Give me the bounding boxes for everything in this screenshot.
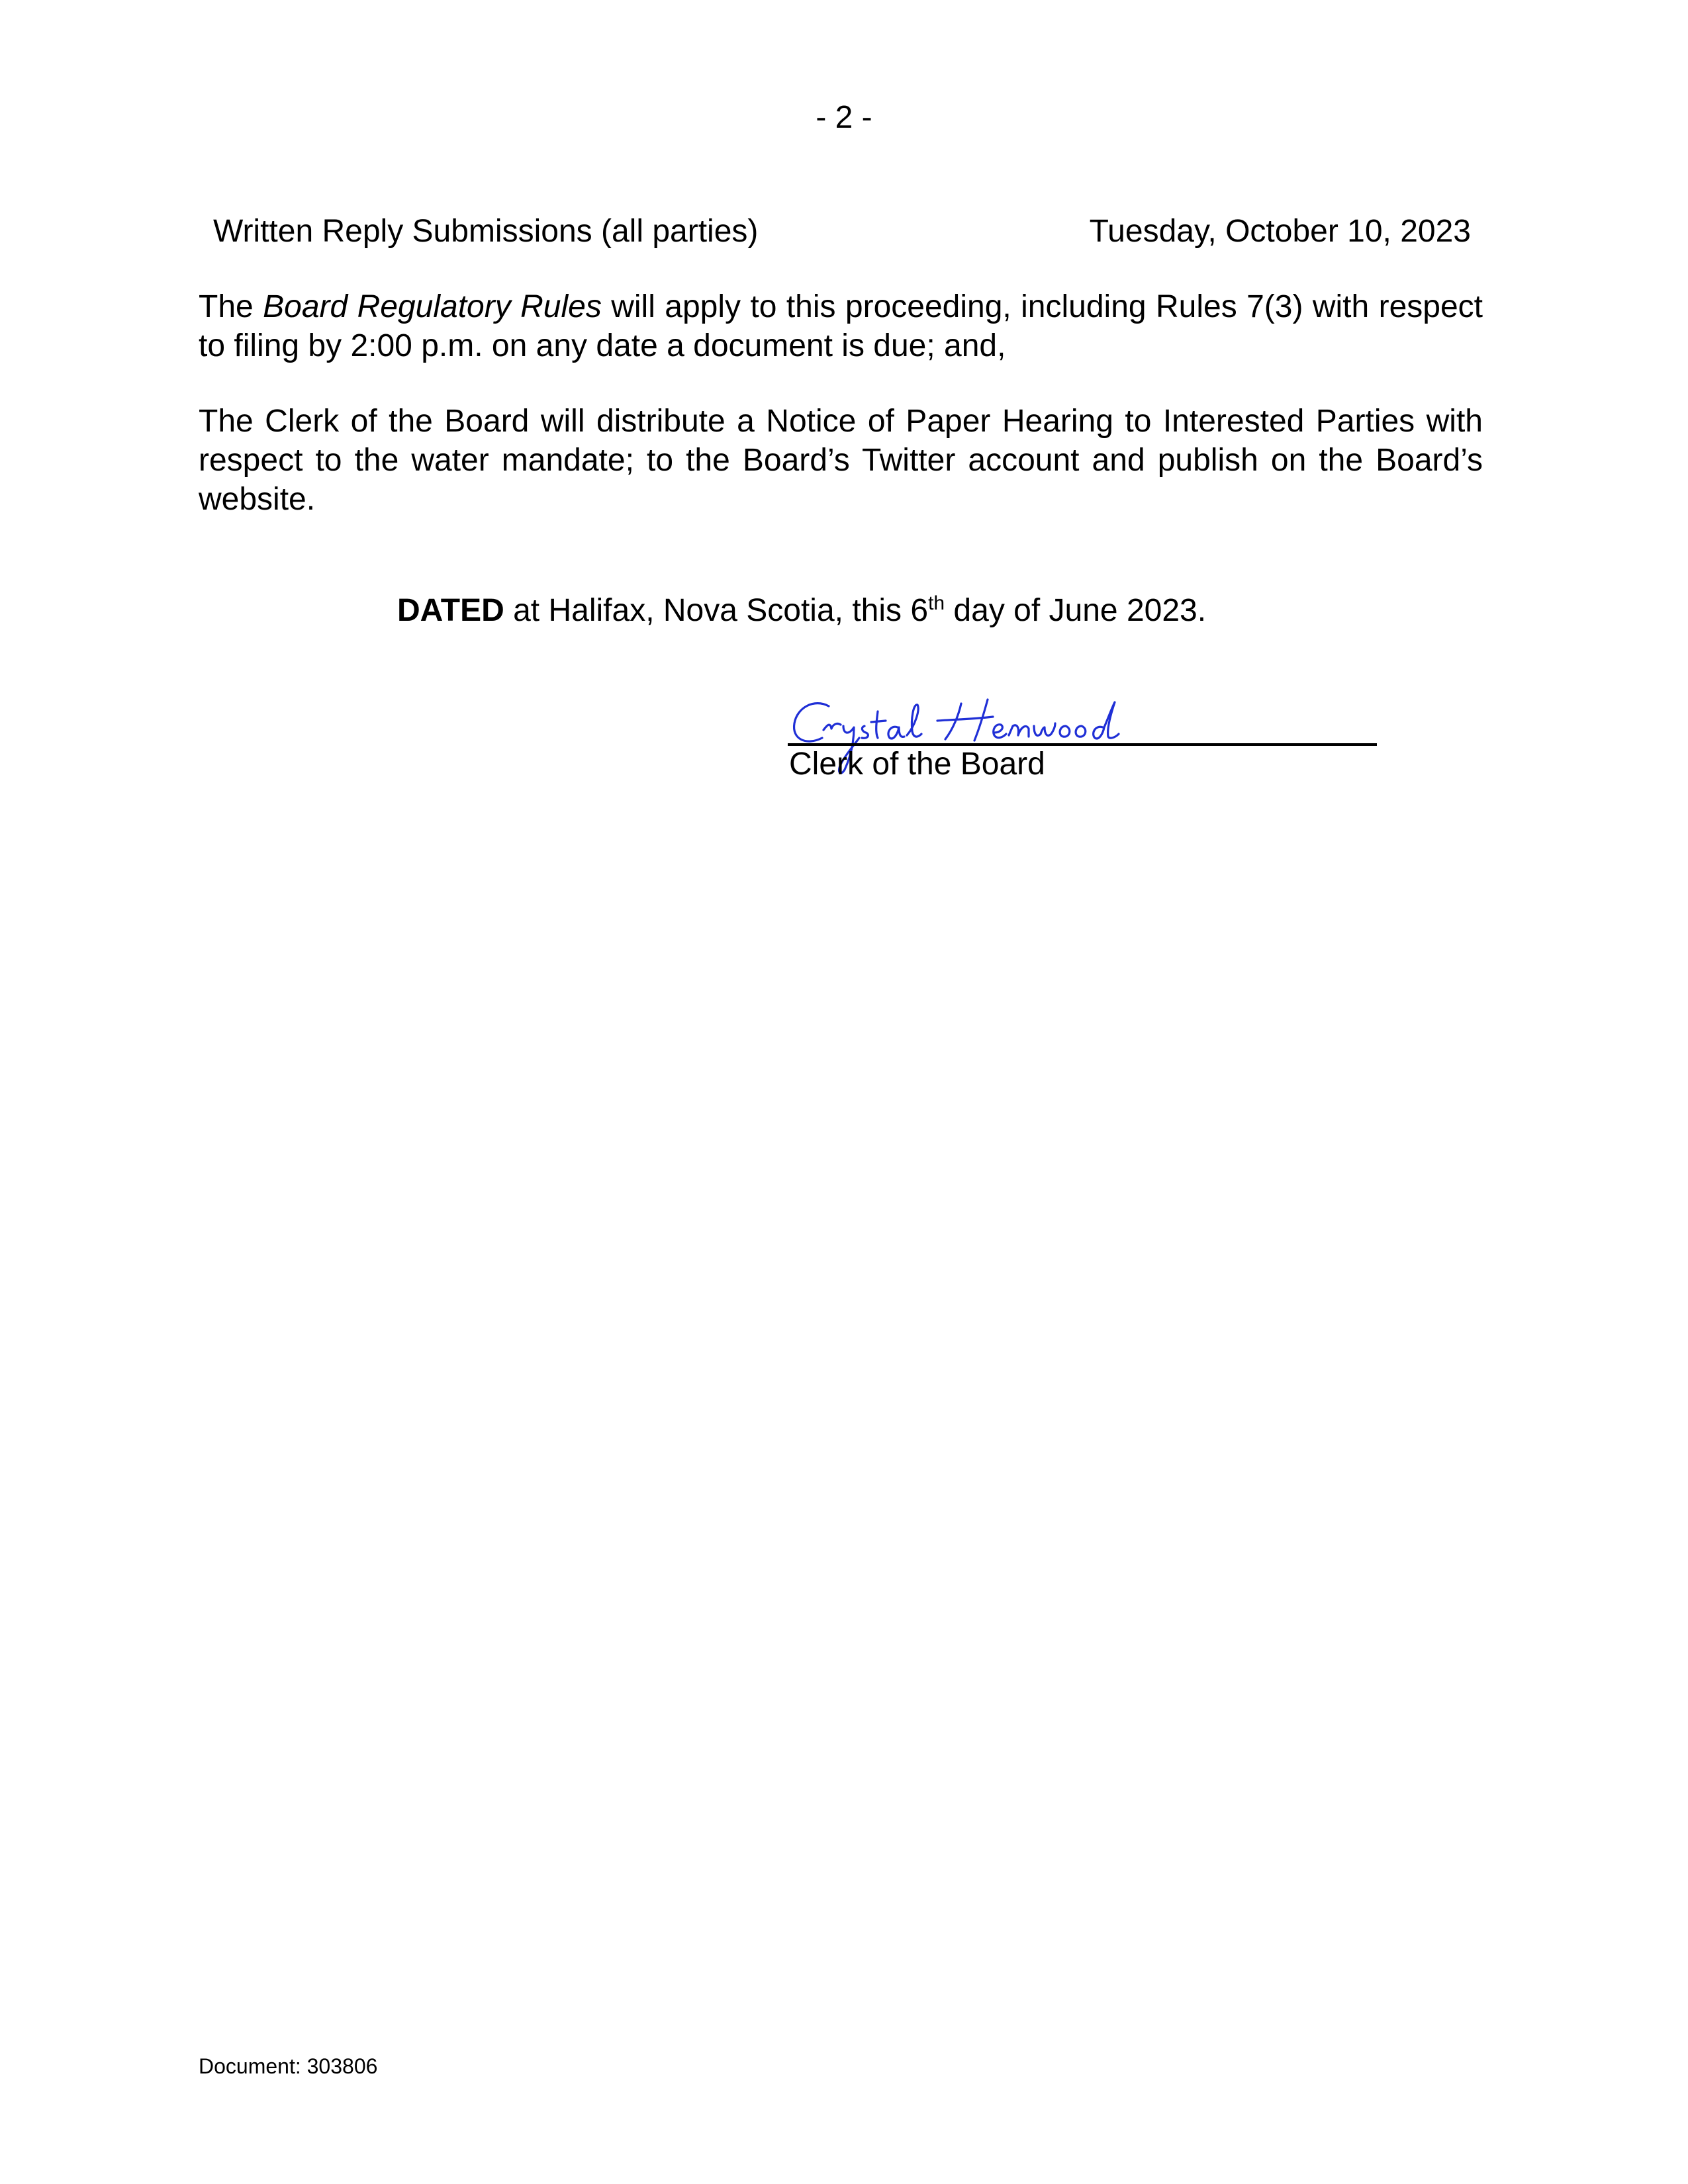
signature-block [788,692,1383,784]
signatory-title: Clerk of the Board [789,747,1045,782]
rules-paragraph-prefix: The [199,289,263,324]
dated-text-end: day of June 2023. [945,593,1207,628]
dated-bold: DATED [397,593,504,628]
dated-text: at Halifax, Nova Scotia, this 6 [504,593,929,628]
notice-paragraph: The Clerk of the Board will distribute a Notice of Paper Hearing to Interested Parties with respect to the water mandate; to the Board’s Twitter account and publish on the Board’s website. [199,404,1483,517]
schedule-row [213,213,1471,250]
schedule-date: Tuesday, October 10, 2023 [1089,214,1471,249]
dated-line [397,591,1206,630]
dated-ordinal: th [928,592,945,614]
rules-paragraph [199,287,1483,365]
schedule-label: Written Reply Submissions (all parties) [213,214,759,249]
page-number: - 2 - [816,100,872,135]
rules-title: Board Regulatory Rules [263,289,602,324]
document-number: Document: 303806 [199,2054,378,2078]
rules-paragraph-suffix: will apply to this proceeding, including Rules 7(3) with respect to filing by 2:00 p.m. on any date a document is due; and, [199,289,1483,363]
